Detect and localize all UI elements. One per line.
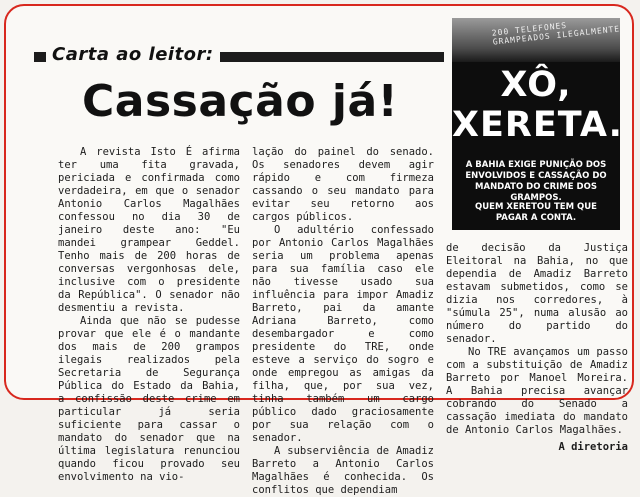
paragraph: A revista Isto É afirma ter uma fita gravada, periciada e confirmada como verdadeira, em que o senador Antonio Carlos Magalhães confessou no dia 30 de janeiro deste ano: "Eu mandei grampear Geddel. Tenho mais de 200 horas de conversas vergonhosas dele, inclusive com o presidente da República". O senador não desmentiu a revista.	[58, 146, 240, 314]
phone-image-text: 200 TELEFONES GRAMPEADOS ILEGALMENTE	[491, 20, 621, 47]
promo-box	[452, 18, 623, 230]
column-2	[252, 146, 434, 497]
column-1	[58, 146, 240, 484]
headline: Cassação já!	[82, 76, 399, 127]
promo-text: A BAHIA EXIGE PUNIÇÃO DOS ENVOLVIDOS E CASSAÇÃO DO MANDATO DO CRIME DOS GRAMPOS.	[465, 160, 607, 203]
paragraph: No TRE avançamos um passo com a substituição de Amadiz Barreto por Manoel Moreira. A Bahia precisa avançar cobrando do Senado a cassação imediata do mandato de Antonio Carlos Magalhães.	[446, 346, 628, 436]
paragraph: A subserviência de Amadiz Barreto a Antonio Carlos Magalhães é conhecida. Os conflitos que dependiam	[252, 445, 434, 496]
signature: A diretoria	[558, 441, 628, 453]
paragraph: lação do painel do senado. Os senadores devem agir rápido e com firmeza cassando o seu mandato para evitar seu retorno aos cargos públicos.	[252, 146, 434, 223]
promo-title-line1: XÔ,	[500, 65, 572, 105]
column-3	[446, 242, 628, 454]
phone-image	[452, 18, 620, 62]
section-kicker: Carta ao leitor:	[46, 44, 220, 65]
promo-cta: QUEM XERETOU TEM QUE PAGAR A CONTA.	[475, 202, 597, 223]
article-frame	[4, 4, 634, 496]
paragraph: Ainda que não se pudesse provar que ele é o mandante dos mais de 200 grampos ilegais realizados pela Secretaria de Segurança Pública do Estado da Bahia, a confissão deste crime em particular já seria suficiente para cassar o mandato do senador que na última legislatura renunciou quando ficou provado seu envolvimento na vio-	[58, 315, 240, 483]
paragraph: de decisão da Justiça Eleitoral na Bahia, no que dependia de Amadiz Barreto estavam submetidos, como se dizia nos corredores, à "súmula 25", numa alusão ao número do partido do senador.	[446, 242, 628, 345]
promo-title-line2: XERETA.	[452, 105, 623, 145]
paragraph: O adultério confessado por Antonio Carlos Magalhães seria um problema apenas para sua família caso ele não tivesse usado sua influência para impor Amadiz Barreto, pai da amante Adriana Barreto, como desembargador e como presidente do TRE, onde esteve a serviço do sogro e onde empregou as amigas da filha, que, por sua vez, tinha também um cargo público dado graciosamente por sua relação com o senador.	[252, 224, 434, 444]
